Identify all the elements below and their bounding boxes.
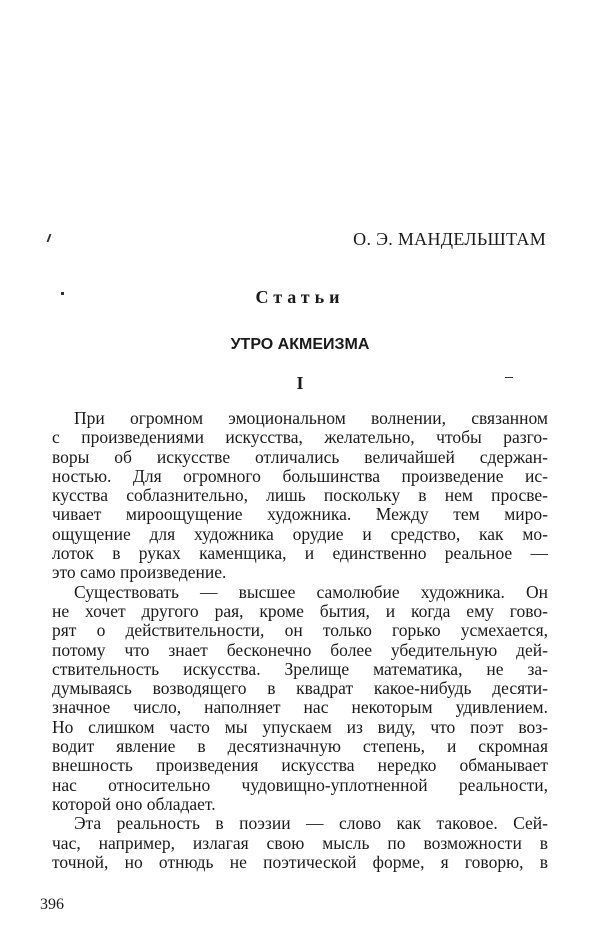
- text-line: ощущение для художника орудие и средство, как мо-: [52, 523, 548, 544]
- paragraph: [52, 814, 548, 872]
- text-line: Эта реальность в поэзии — слово как таковое. Сей-: [74, 813, 548, 834]
- text-line: это само произведение.: [52, 562, 227, 583]
- text-line: потому что знает бесконечно более убедительную дей-: [52, 639, 548, 660]
- text-line: не хочет другого рая, кроме бытия, и когда ему гово-: [52, 600, 548, 621]
- text-line: Но слишком часто мы упускаем из виду, что поэт воз-: [52, 716, 548, 737]
- text-line: кусства соблазнительно, лишь поскольку в нем просве-: [52, 485, 548, 506]
- part-number: I: [296, 373, 304, 393]
- text-line: воры об искусстве отличались величайшей сдержан-: [52, 446, 548, 467]
- section-heading: Статьи: [255, 287, 345, 307]
- article-title: УТРО АКМЕИЗМА: [230, 336, 370, 353]
- text-line: При огромном эмоциональном волнении, связанном: [74, 408, 548, 428]
- author-name: О. Э. МАНДЕЛЬШТАМ: [353, 229, 546, 249]
- text-line: значное число, наполняет нас некоторым удивлением.: [52, 697, 548, 718]
- text-line: час, например, излагая свою мысль по возможности в: [52, 832, 548, 853]
- text-line: нас относительно чудовищно-уплотненной реальности,: [52, 774, 548, 795]
- text-line: которой оно обладает.: [52, 793, 216, 814]
- text-line: водит явление в десятизначную степень, и скромная: [52, 736, 548, 757]
- page-number: 396: [40, 896, 64, 913]
- text-line: ствительность искусства. Зрелище математика, не за-: [52, 658, 548, 679]
- text-line: лоток в руках каменщика, и единственно реальное —: [52, 543, 548, 564]
- text-line: точной, но отнюдь не поэтической форме, я говорю, в: [52, 851, 548, 872]
- text-line: чивает мироощущение художника. Между тем миро-: [52, 504, 548, 525]
- text-line: думываясь возводящего в квадрат какое-нибудь десяти-: [52, 678, 548, 699]
- text-line: ностью. Для огромного большинства произведение ис-: [52, 465, 548, 486]
- scan-speck: [47, 234, 52, 242]
- text-line: рят о действительности, он только горько усмехается,: [52, 620, 548, 641]
- paragraph: [52, 409, 548, 583]
- article-body: [52, 409, 548, 872]
- text-line: внешность произведения искусства нередко обманывает: [52, 755, 548, 776]
- paragraph: [52, 583, 548, 815]
- text-line: Существовать — высшее самолюбие художника. Он: [74, 581, 548, 602]
- text-line: с произведениями искусства, желательно, чтобы разго-: [52, 427, 548, 448]
